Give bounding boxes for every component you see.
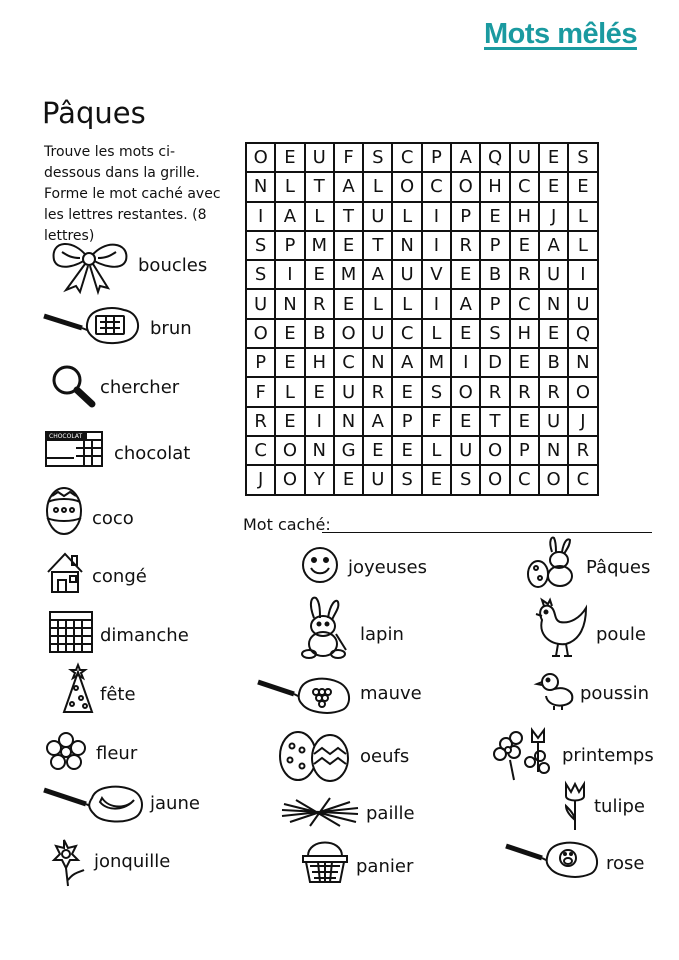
grid-cell[interactable]: P [275,231,304,260]
grid-cell[interactable]: E [451,319,480,348]
grid-cell[interactable]: A [363,260,392,289]
word-chercher: chercher [100,377,180,398]
grid-cell[interactable]: R [568,436,597,465]
word-conge: congé [92,566,147,587]
house-icon [44,550,86,598]
grid-cell[interactable]: B [305,319,334,348]
grid-cell[interactable]: U [510,143,539,172]
grid-cell[interactable]: L [363,172,392,201]
hen-icon [530,598,590,664]
grid-cell[interactable]: H [305,348,334,377]
grid-cell[interactable]: G [334,436,363,465]
grid-cell[interactable]: L [275,172,304,201]
party-hat-icon [62,664,94,720]
grid-cell[interactable]: I [422,289,451,318]
grid-cell[interactable]: P [451,202,480,231]
grid-cell[interactable]: O [539,465,568,494]
grid-cell[interactable]: Y [305,465,334,494]
grid-cell[interactable]: L [568,231,597,260]
grid-cell[interactable]: S [246,260,275,289]
grid-cell[interactable]: R [246,407,275,436]
grid-cell[interactable]: S [480,319,509,348]
easter-bunny-icon [526,536,582,592]
word-panier: panier [356,856,414,877]
grid-cell[interactable]: R [451,231,480,260]
grid-cell[interactable]: U [392,260,421,289]
grid-cell[interactable]: U [539,407,568,436]
grid-cell[interactable]: O [480,436,509,465]
grid-row [246,231,598,260]
grid-cell[interactable]: E [568,172,597,201]
word-joyeuses: joyeuses [348,557,427,578]
grid-cell[interactable]: O [334,319,363,348]
straw-nest-icon [280,796,360,832]
grid-cell[interactable]: E [539,319,568,348]
grid-row [246,377,598,406]
grid-row [246,348,598,377]
hidden-word-label: Mot caché: [243,515,331,534]
grid-cell[interactable]: F [246,377,275,406]
word-fete: fête [100,684,136,705]
grid-cell[interactable]: N [246,172,275,201]
grid-cell[interactable]: U [539,260,568,289]
grid-cell[interactable]: O [451,172,480,201]
grid-cell[interactable]: Q [568,319,597,348]
grid-cell[interactable]: E [451,260,480,289]
grid-cell[interactable]: E [480,202,509,231]
grid-cell[interactable]: H [510,202,539,231]
word-printemps: printemps [562,745,654,766]
word-jonquille: jonquille [94,851,171,872]
grid-cell[interactable]: U [363,319,392,348]
word-dimanche: dimanche [100,625,189,646]
tulip-icon [562,780,588,836]
grid-cell[interactable]: L [392,202,421,231]
grid-cell[interactable]: F [422,407,451,436]
grid-cell[interactable]: A [363,407,392,436]
basket-icon [300,836,350,888]
grid-cell[interactable]: H [480,172,509,201]
grid-cell[interactable]: C [246,436,275,465]
grid-cell[interactable]: E [422,465,451,494]
daffodil-icon [44,836,90,892]
page-title: Pâques [42,96,146,130]
word-poule: poule [596,624,646,645]
grid-cell[interactable]: C [392,319,421,348]
grid-cell[interactable]: C [568,465,597,494]
word-fleur: fleur [96,743,138,764]
grid-cell[interactable]: U [451,436,480,465]
word-coco: coco [92,508,134,529]
word-lapin: lapin [360,624,404,645]
grid-cell[interactable]: U [363,465,392,494]
grid-cell[interactable]: O [275,465,304,494]
grid-cell[interactable]: N [568,348,597,377]
grid-cell[interactable]: P [480,231,509,260]
grid-row [246,436,598,465]
grid-cell[interactable]: E [275,407,304,436]
calendar-icon [48,608,94,658]
grid-cell[interactable]: L [275,377,304,406]
hidden-word-line[interactable] [322,532,652,533]
eggs-icon [276,728,354,788]
smiley-icon [300,545,340,589]
grid-cell[interactable]: R [480,377,509,406]
grid-cell[interactable]: E [275,143,304,172]
grid-cell[interactable]: M [334,260,363,289]
grid-cell[interactable]: C [510,172,539,201]
grid-cell[interactable]: R [510,260,539,289]
magnifying-glass-icon [50,364,96,410]
grid-cell[interactable]: E [392,377,421,406]
grid-cell[interactable]: A [539,231,568,260]
paintbrush-icon [256,672,356,722]
grid-row [246,289,598,318]
word-mauve: mauve [360,683,422,704]
grid-cell[interactable]: U [568,289,597,318]
svg-text:CHOCOLAT: CHOCOLAT [49,433,83,440]
grid-cell[interactable]: P [392,407,421,436]
grid-cell[interactable]: O [451,377,480,406]
grid-cell[interactable]: U [334,377,363,406]
grid-cell[interactable]: L [568,202,597,231]
grid-cell[interactable]: C [392,143,421,172]
grid-cell[interactable]: Q [480,143,509,172]
grid-cell[interactable]: B [539,348,568,377]
grid-cell[interactable]: T [305,172,334,201]
grid-cell[interactable]: I [305,407,334,436]
grid-cell[interactable]: P [510,436,539,465]
grid-cell[interactable]: A [275,202,304,231]
grid-row [246,319,598,348]
grid-cell[interactable]: T [334,202,363,231]
grid-cell[interactable]: S [392,465,421,494]
grid-cell[interactable]: S [568,143,597,172]
rabbit-icon [296,594,352,664]
grid-cell[interactable]: S [246,231,275,260]
grid-cell[interactable]: L [422,436,451,465]
grid-cell[interactable]: N [363,348,392,377]
grid-cell[interactable]: A [451,289,480,318]
grid-cell[interactable]: I [451,348,480,377]
grid-cell[interactable]: I [275,260,304,289]
grid-cell[interactable]: H [510,319,539,348]
grid-row [246,172,598,201]
grid-cell[interactable]: S [363,143,392,172]
grid-cell[interactable]: E [334,465,363,494]
grid-cell[interactable]: T [363,231,392,260]
word-boucles: boucles [138,255,208,276]
grid-cell[interactable]: M [305,231,334,260]
grid-cell[interactable]: P [246,348,275,377]
grid-cell[interactable]: E [539,143,568,172]
grid-cell[interactable]: P [422,143,451,172]
bow-icon [44,236,134,298]
grid-cell[interactable]: N [392,231,421,260]
grid-cell[interactable]: L [363,289,392,318]
grid-cell[interactable]: E [363,436,392,465]
brand-title: Mots mêlés [484,18,637,50]
grid-cell[interactable]: E [392,436,421,465]
word-brun: brun [150,318,192,339]
grid-cell[interactable]: N [539,289,568,318]
grid-cell[interactable]: A [334,172,363,201]
grid-cell[interactable]: O [568,377,597,406]
grid-cell[interactable]: A [392,348,421,377]
grid-cell[interactable]: O [246,143,275,172]
grid-cell[interactable]: F [334,143,363,172]
grid-cell[interactable]: C [510,465,539,494]
grid-cell[interactable]: I [246,202,275,231]
grid-row [246,407,598,436]
grid-cell[interactable]: L [392,289,421,318]
grid-cell[interactable]: E [451,407,480,436]
grid-row [246,202,598,231]
grid-cell[interactable]: E [334,231,363,260]
grid-cell[interactable]: E [510,407,539,436]
chick-icon [536,670,576,714]
grid-cell[interactable]: I [422,202,451,231]
grid-cell[interactable]: N [334,407,363,436]
paintbrush-icon [42,302,147,354]
grid-cell[interactable]: R [539,377,568,406]
chocolate-bar-icon [44,428,106,474]
grid-cell[interactable]: L [422,319,451,348]
grid-cell[interactable]: S [422,377,451,406]
grid-cell[interactable]: O [275,436,304,465]
grid-cell[interactable]: I [568,260,597,289]
paintbrush-icon [42,780,150,830]
grid-cell[interactable]: R [305,289,334,318]
grid-cell[interactable]: E [305,260,334,289]
grid-cell[interactable]: N [275,289,304,318]
grid-cell[interactable]: E [275,348,304,377]
flower-icon [44,730,88,778]
grid-cell[interactable]: P [480,289,509,318]
grid-cell[interactable]: O [246,319,275,348]
grid-cell[interactable]: R [510,377,539,406]
grid-cell[interactable]: N [539,436,568,465]
grid-cell[interactable]: U [363,202,392,231]
grid-cell[interactable]: S [451,465,480,494]
grid-cell[interactable]: C [422,172,451,201]
grid-row [246,260,598,289]
grid-row [246,465,598,494]
grid-cell[interactable]: O [392,172,421,201]
grid-cell[interactable]: E [334,289,363,318]
grid-cell[interactable]: R [363,377,392,406]
word-rose: rose [606,853,645,874]
word-paques: Pâques [586,557,651,578]
grid-cell[interactable]: J [539,202,568,231]
word-chocolat: chocolat [114,443,191,464]
grid-cell[interactable]: E [510,348,539,377]
word-tulipe: tulipe [594,796,645,817]
grid-cell[interactable]: B [480,260,509,289]
grid-cell[interactable]: U [305,143,334,172]
word-paille: paille [366,803,415,824]
grid-cell[interactable]: J [246,465,275,494]
word-oeufs: oeufs [360,746,410,767]
instructions: Trouve les mots ci-dessous dans la grille. Forme le mot caché avec les lettres restantes. (8 lettres) [44,144,221,244]
grid-cell[interactable]: E [275,319,304,348]
grid-cell[interactable]: I [422,231,451,260]
grid-cell[interactable]: N [305,436,334,465]
word-search-grid [245,142,599,496]
grid-cell[interactable]: E [510,231,539,260]
grid-cell[interactable]: C [334,348,363,377]
grid-cell[interactable]: T [480,407,509,436]
grid-cell[interactable]: C [510,289,539,318]
easter-egg-icon [44,484,84,540]
grid-cell[interactable]: A [451,143,480,172]
paintbrush-icon [504,836,604,886]
grid-cell[interactable]: E [305,377,334,406]
grid-cell[interactable]: U [246,289,275,318]
grid-cell[interactable]: V [422,260,451,289]
grid-cell[interactable]: J [568,407,597,436]
grid-cell[interactable]: D [480,348,509,377]
grid-cell[interactable]: E [539,172,568,201]
word-jaune: jaune [150,793,200,814]
spring-flowers-icon [486,722,554,786]
grid-cell[interactable]: L [305,202,334,231]
word-poussin: poussin [580,683,650,704]
grid-cell[interactable]: O [480,465,509,494]
grid-row [246,143,598,172]
grid-cell[interactable]: M [422,348,451,377]
